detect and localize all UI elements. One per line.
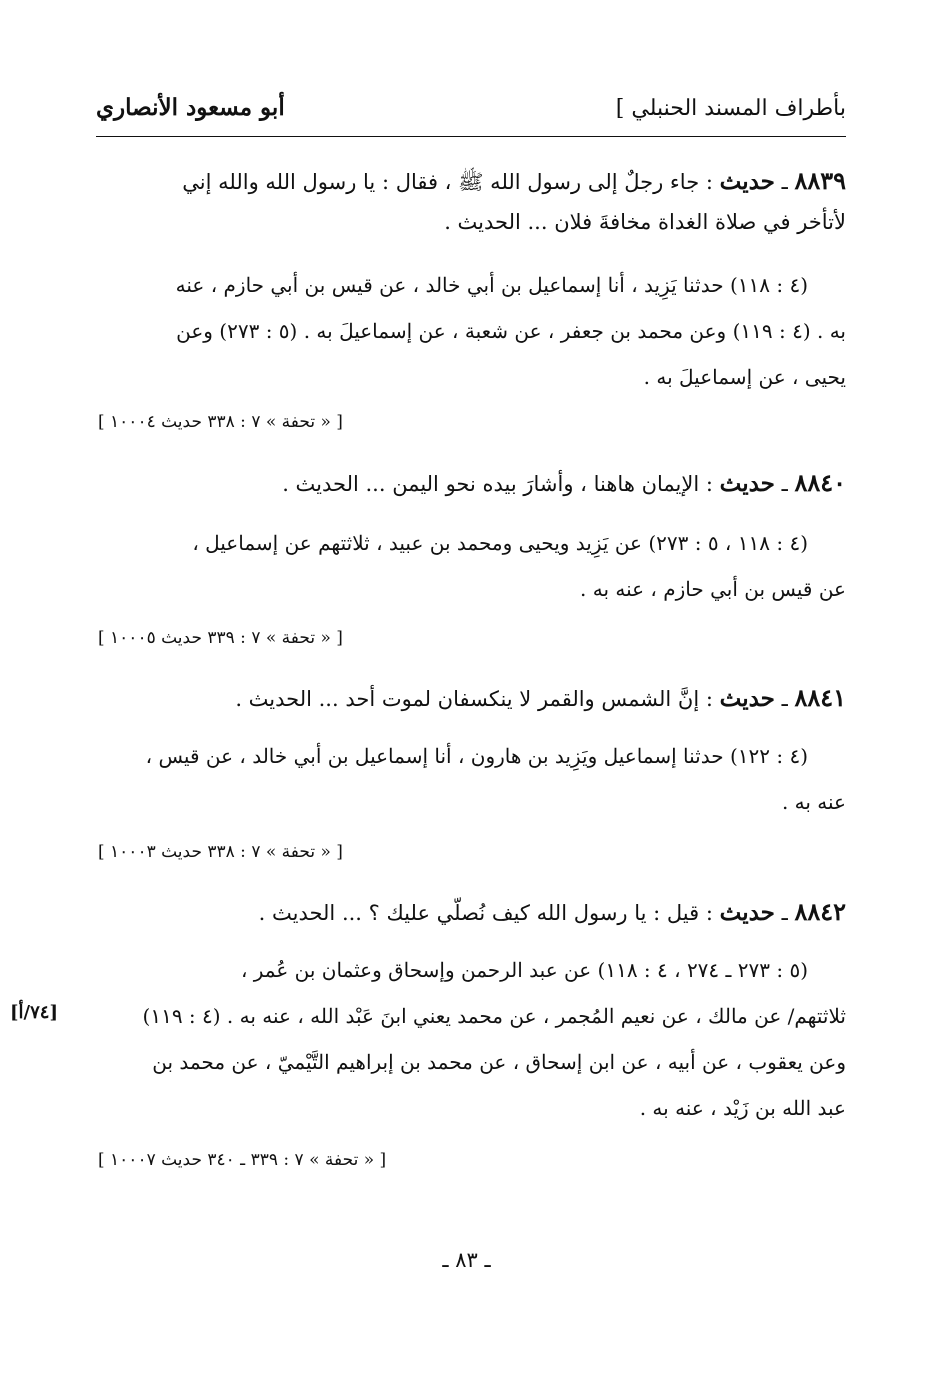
isnad-line: ثلاثتهم/ عن مالك ، عن نعيم المُجمر ، عن محمد يعني ابنَ عَبْد الله ، عنه به . (٤ : ١١٩)	[142, 1004, 846, 1028]
hadith-sigla	[729, 921, 775, 936]
isnad-line: يحيى ، عن إسماعيلَ به .	[643, 365, 846, 389]
header-section-title: أبو مسعود الأنصاري	[96, 94, 285, 121]
isnad-line: (٤ : ١١٨ ، ٥ : ٢٧٣) عن يَزِيد ويحيى ومحمد بن عبيد ، ثلاثتهم عن إسماعيل ،	[192, 531, 808, 555]
hadith-entry-8839	[96, 158, 846, 245]
isnad-line: (٤ : ١١٨) حدثنا يَزِيد ، أنا إسماعيل بن أبي خالد ، عن قيس بن أبي حازم ، عنه	[175, 273, 808, 297]
hadith-sigla	[757, 492, 774, 507]
isnad-8839	[96, 262, 846, 400]
isnad-line: وعن يعقوب ، عن أبيه ، عن ابن إسحاق ، عن محمد بن إبراهيم التَّيْميّ ، عن محمد بن	[152, 1050, 846, 1074]
isnad-8840	[96, 520, 846, 612]
tuhfa-reference: [ « تحفة » ٧ : ٣٣٩ ـ ٣٤٠ حديث ١٠٠٠٧ ]	[98, 1150, 387, 1170]
hadith-number: ٨٨٤٢	[794, 897, 846, 926]
hadith-label: حديث	[720, 899, 775, 926]
hadith-text: : قيل : يا رسول الله كيف نُصلّي عليك ؟ ... الحديث .	[258, 901, 713, 925]
isnad-line: عنه به .	[781, 790, 846, 814]
hadith-text-line: ٨٨٤١ ـ حديث : إنَّ الشمس والقمر لا ينكسفان لموت أحد ... الحديث .	[96, 675, 846, 722]
hadith-label: حديث	[720, 470, 775, 497]
hadith-number: ٨٨٣٩	[794, 166, 846, 195]
hadith-entry-8841	[96, 675, 846, 722]
hadith-number: ٨٨٤١	[794, 683, 846, 712]
hadith-text: : الإيمان هاهنا ، وأشارَ بيده نحو اليمن ... الحديث .	[282, 472, 713, 496]
hadith-text: : إنَّ الشمس والقمر لا ينكسفان لموت أحد ... الحديث .	[235, 687, 713, 711]
isnad-line: به . (٤ : ١١٩) وعن محمد بن جعفر ، عن شعبة ، عن إسماعيلَ به . (٥ : ٢٧٣) وعن	[176, 319, 846, 343]
hadith-label: حديث	[720, 685, 775, 712]
tuhfa-reference: [ « تحفة » ٧ : ٣٣٨ حديث ١٠٠٠٣ ]	[98, 842, 343, 862]
page-number: ـ ٨٣ ـ	[442, 1248, 491, 1272]
tuhfa-reference: [ « تحفة » ٧ : ٣٣٩ حديث ١٠٠٠٥ ]	[98, 628, 343, 648]
running-header	[96, 92, 846, 132]
hadith-label: حديث	[720, 168, 775, 195]
manuscript-folio-note: [٧٤/أ]	[10, 1002, 58, 1023]
isnad-8841	[96, 733, 846, 825]
isnad-8842	[96, 947, 846, 1131]
hadith-number: ٨٨٤٠	[794, 468, 846, 497]
hadith-sigla	[729, 190, 775, 205]
header-rule	[96, 136, 846, 137]
hadith-entry-8840	[96, 460, 846, 507]
hadith-text: : جاء رجلٌ إلى رسول الله ﷺ ، فقال : يا رسول الله والله إني	[182, 170, 713, 194]
header-book-title: بأطراف المسند الحنبلي ]	[615, 96, 846, 121]
hadith-text-line: ٨٨٣٩ ـ حديث : جاء رجلٌ إلى رسول الله ﷺ ، فقال : يا رسول الله والله إني	[96, 158, 846, 205]
hadith-text-line: ٨٨٤٢ ـ حديث : قيل : يا رسول الله كيف نُصلّي عليك ؟ ... الحديث .	[96, 889, 846, 936]
hadith-entry-8842	[96, 889, 846, 936]
isnad-line: (٥ : ٢٧٣ ـ ٢٧٤ ، ٤ : ١١٨) عن عبد الرحمن وإسحاق وعثمان بن عُمر ،	[240, 958, 808, 982]
isnad-line: عن قيس بن أبي حازم ، عنه به .	[580, 577, 846, 601]
hadith-text-line: لأتأخر في صلاة الغداة مخافةَ فلان ... الحديث .	[444, 210, 846, 234]
hadith-sigla	[729, 707, 775, 722]
isnad-line: عبد الله بن زَيْد ، عنه به .	[639, 1096, 846, 1120]
hadith-text-line: ٨٨٤٠ ـ حديث : الإيمان هاهنا ، وأشارَ بيده نحو اليمن ... الحديث .	[96, 460, 846, 507]
isnad-line: (٤ : ١٢٢) حدثنا إسماعيل ويَزِيد بن هارون ، أنا إسماعيل بن أبي خالد ، عن قيس ،	[145, 744, 808, 768]
tuhfa-reference: [ « تحفة » ٧ : ٣٣٨ حديث ١٠٠٠٤ ]	[98, 412, 343, 432]
